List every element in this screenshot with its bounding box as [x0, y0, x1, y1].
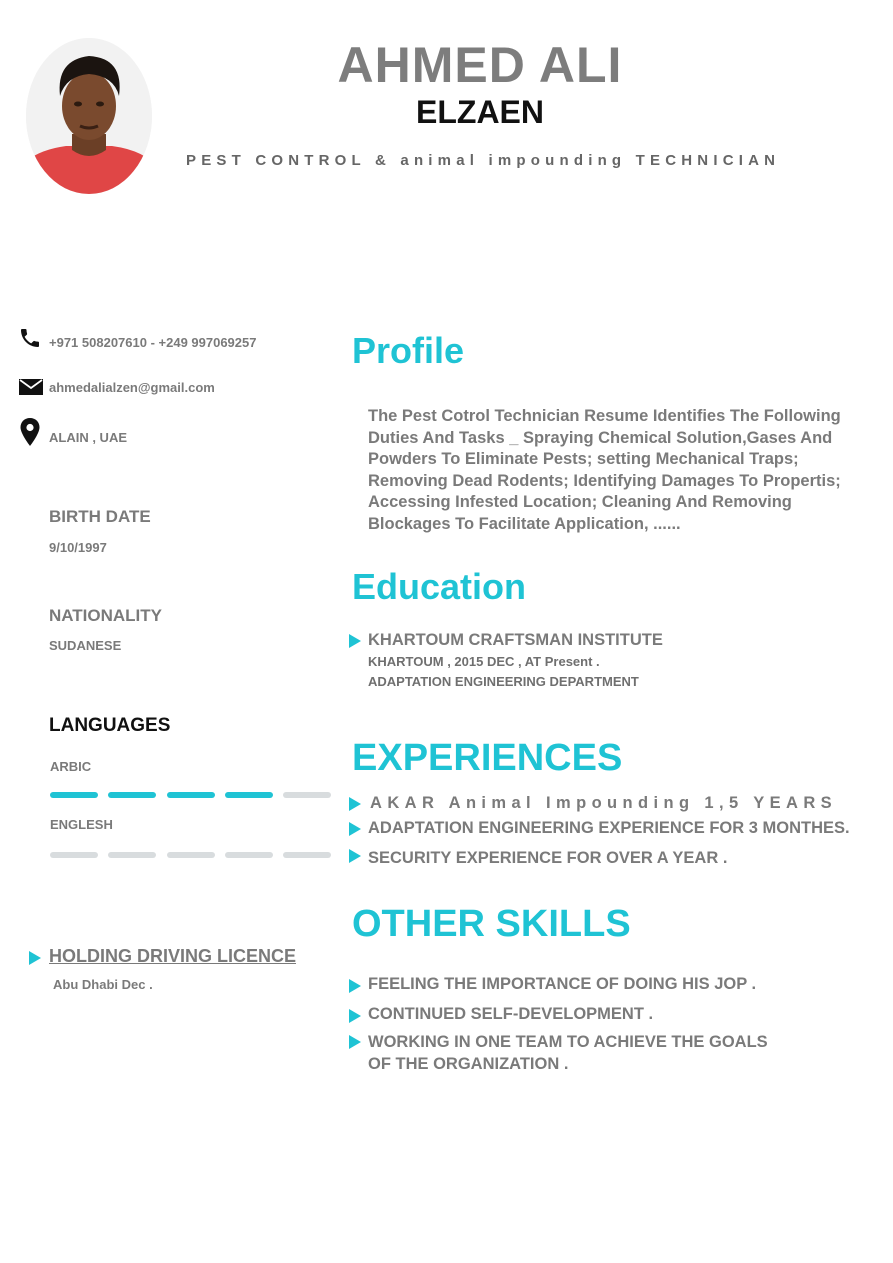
level-segment	[108, 792, 156, 798]
level-segment	[50, 792, 98, 798]
triangle-bullet-icon	[349, 822, 361, 836]
person-portrait-icon	[26, 38, 152, 194]
language-name: ENGLESH	[50, 817, 113, 832]
nationality-label: NATIONALITY	[49, 606, 163, 625]
triangle-bullet-icon	[349, 634, 361, 648]
skill-item: CONTINUED SELF-DEVELOPMENT .	[368, 1005, 654, 1023]
languages-title: LANGUAGES	[49, 715, 171, 736]
driving-licence-detail: Abu Dhabi Dec .	[53, 977, 153, 992]
triangle-bullet-icon	[29, 951, 41, 965]
experience-item: AKAR Animal Impounding 1,5 YEARS	[370, 794, 838, 812]
triangle-bullet-icon	[349, 797, 361, 811]
nationality-value: SUDANESE	[49, 638, 122, 653]
profile-photo	[26, 38, 152, 194]
level-segment	[225, 852, 273, 858]
birth-date-label: BIRTH DATE	[49, 507, 151, 526]
last-name: ELZAEN	[416, 94, 544, 130]
birth-date-value: 9/10/1997	[49, 540, 107, 555]
level-segment	[50, 852, 98, 858]
triangle-bullet-icon	[349, 979, 361, 993]
triangle-bullet-icon	[349, 849, 361, 863]
skill-item: WORKING IN ONE TEAM TO ACHIEVE THE GOALS	[368, 1033, 768, 1051]
level-segment	[167, 852, 215, 858]
education-institute: KHARTOUM CRAFTSMAN INSTITUTE	[368, 631, 663, 649]
triangle-bullet-icon	[349, 1009, 361, 1023]
language-level-bar	[50, 792, 331, 798]
experience-item: SECURITY EXPERIENCE FOR OVER A YEAR .	[368, 849, 728, 867]
language-name: ARBIC	[50, 759, 92, 774]
experience-item: ADAPTATION ENGINEERING EXPERIENCE FOR 3 MONTHES.	[368, 819, 850, 837]
skill-item-continued: OF THE ORGANIZATION .	[368, 1055, 569, 1073]
profile-text: The Pest Cotrol Technician Resume Identifies The Following Duties And Tasks _ Spraying Chemical Solution,Gases And Powders To Eliminate Pests; setting Mechanical Traps; Removing Dead Rodents; Identifying Damages To Propertis; Accessing Infested Location; Cleaning And Removing Blockages To Facilitate Application, ......	[368, 407, 841, 533]
driving-licence: HOLDING DRIVING LICENCE	[49, 946, 297, 966]
envelope-icon	[18, 376, 44, 402]
education-department: ADAPTATION ENGINEERING DEPARTMENT	[368, 674, 639, 689]
level-segment	[108, 852, 156, 858]
level-segment	[225, 792, 273, 798]
experiences-title: EXPERIENCES	[352, 737, 623, 779]
other-skills-title: OTHER SKILLS	[352, 903, 631, 945]
job-title: PEST CONTROL & animal impounding TECHNICIAN	[186, 152, 781, 169]
language-level-bar	[50, 852, 331, 858]
education-title: Education	[352, 566, 527, 607]
skill-item: FEELING THE IMPORTANCE OF DOING HIS JOP .	[368, 975, 757, 993]
level-segment	[283, 852, 331, 858]
location: ALAIN , UAE	[49, 430, 127, 445]
map-pin-icon	[18, 417, 44, 443]
triangle-bullet-icon	[349, 1035, 361, 1049]
level-segment	[283, 792, 331, 798]
education-period: KHARTOUM , 2015 DEC , AT Present .	[368, 654, 600, 669]
profile-title: Profile	[352, 330, 465, 371]
first-name: AHMED ALI	[337, 37, 623, 93]
email-address: ahmedalialzen@gmail.com	[49, 380, 215, 395]
phone-icon	[18, 326, 44, 352]
phone-number: +971 508207610 - +249 997069257	[49, 335, 257, 350]
level-segment	[167, 792, 215, 798]
